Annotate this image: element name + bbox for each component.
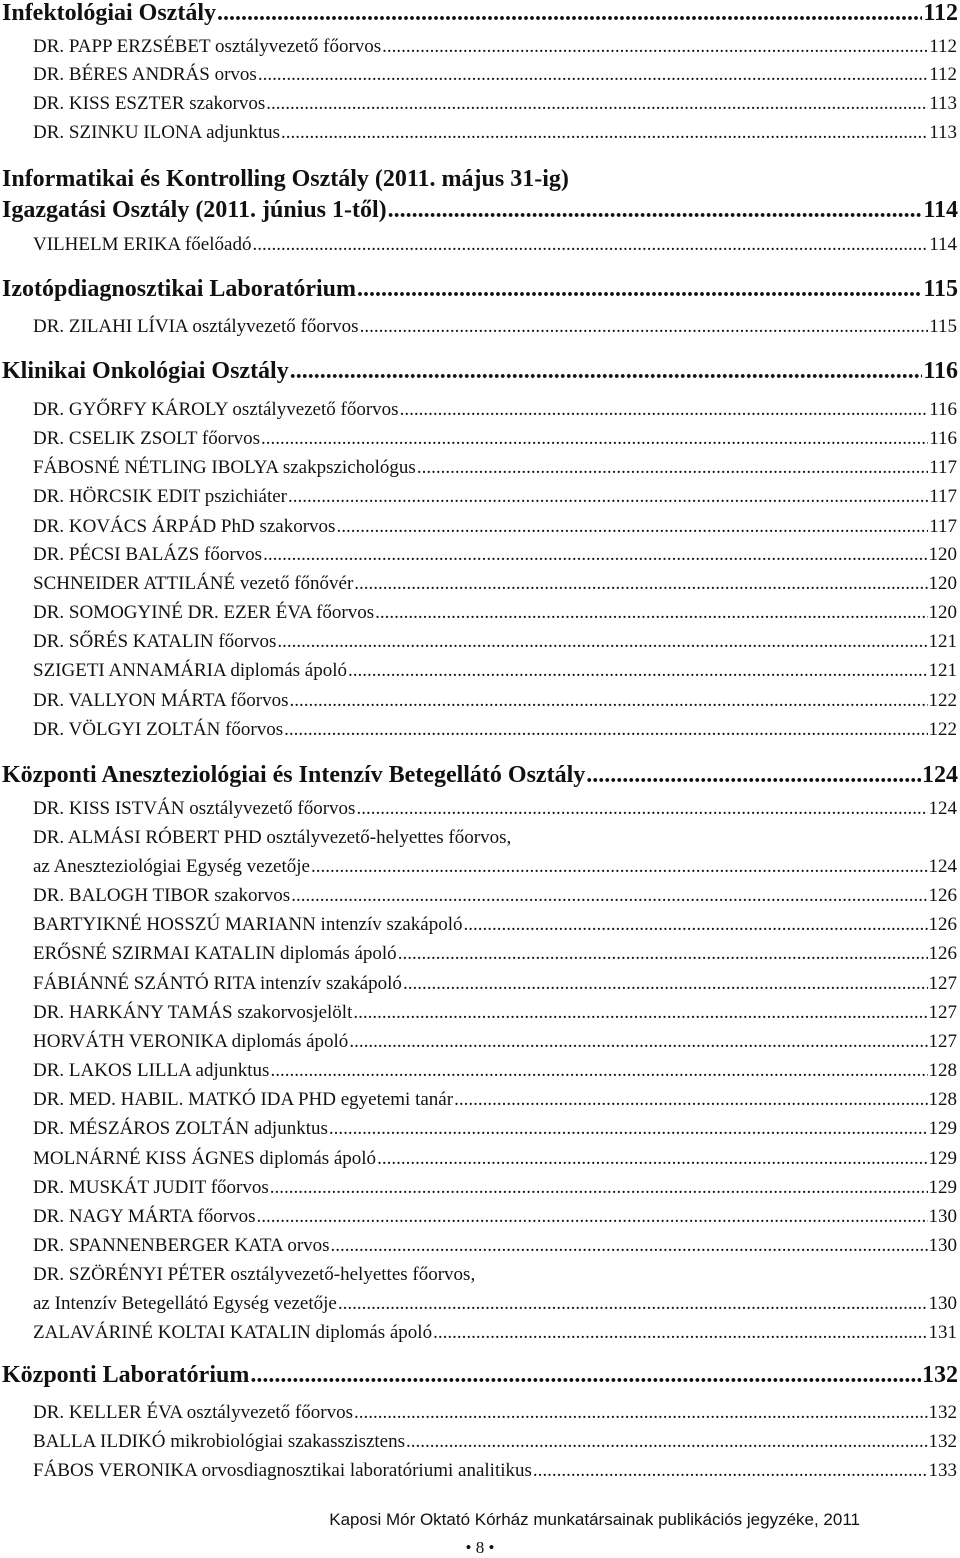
toc-entry xyxy=(33,1177,957,1199)
toc-entry-text: DR. VÖLGYI ZOLTÁN főorvos xyxy=(33,719,284,740)
toc-entry-text: DR. BALOGH TIBOR szakorvos xyxy=(33,885,291,906)
toc-page-number: 114 xyxy=(923,197,958,223)
dot-leader xyxy=(398,943,928,965)
toc-entry-text: DR. MED. HABIL. MATKÓ IDA PHD egyetemi tanár xyxy=(33,1089,454,1110)
toc-section-heading xyxy=(2,358,958,385)
dot-leader xyxy=(354,1402,928,1424)
toc-page-number: 128 xyxy=(928,1089,957,1110)
toc-entry-text: DR. LAKOS LILLA adjunktus xyxy=(33,1060,270,1081)
toc-page-number: 117 xyxy=(929,486,957,507)
toc-entry-text: Központi Laboratórium xyxy=(2,1362,250,1388)
dot-leader xyxy=(349,1031,927,1053)
toc-page-number: 121 xyxy=(928,660,957,681)
dot-leader xyxy=(281,122,928,144)
toc-entry-text: FÁBIÁNNÉ SZÁNTÓ RITA intenzív szakápoló xyxy=(33,973,402,994)
toc-entry xyxy=(33,516,957,538)
toc-entry-text: BALLA ILDIKÓ mikrobiológiai szakasszisztens xyxy=(33,1431,406,1452)
toc-entry xyxy=(33,856,957,878)
dot-leader xyxy=(270,1060,927,1082)
toc-entry xyxy=(33,1031,957,1053)
toc-entry xyxy=(33,719,957,741)
toc-page-number: 112 xyxy=(923,0,958,26)
toc-entry xyxy=(33,1293,957,1315)
toc-page-number: 127 xyxy=(928,973,957,994)
toc-page-number: 132 xyxy=(922,1362,958,1388)
toc-entry xyxy=(33,1060,957,1082)
toc-entry-text: DR. VALLYON MÁRTA főorvos xyxy=(33,690,289,711)
toc-entry-text: Informatikai és Kontrolling Osztály (2011. május 31-ig) xyxy=(2,166,569,192)
toc-entry-text: BARTYIKNÉ HOSSZÚ MARIANN intenzív szakápoló xyxy=(33,914,463,935)
toc-entry-text: DR. BÉRES ANDRÁS orvos xyxy=(33,64,257,85)
dot-leader xyxy=(586,762,921,789)
dot-leader xyxy=(417,457,928,479)
toc-entry-text: Központi Aneszteziológiai és Intenzív Betegellátó Osztály xyxy=(2,762,586,788)
toc-entry xyxy=(33,36,957,58)
dot-leader xyxy=(400,399,929,421)
page-number: • 8 • xyxy=(465,1538,495,1557)
toc-entry-text: DR. GYŐRFY KÁROLY osztályvezető főorvos xyxy=(33,399,399,420)
dot-leader xyxy=(533,1460,928,1482)
toc-section-heading xyxy=(2,197,958,224)
dot-leader xyxy=(252,234,928,256)
toc-section-heading xyxy=(2,0,958,27)
toc-page-number: 127 xyxy=(928,1031,957,1052)
toc-page-number: 121 xyxy=(928,631,957,652)
toc-entry xyxy=(33,602,957,624)
dot-leader xyxy=(433,1322,927,1344)
dot-leader xyxy=(257,1206,928,1228)
toc-entry-text: DR. SPANNENBERGER KATA orvos xyxy=(33,1235,330,1256)
toc-section-heading xyxy=(2,276,958,303)
toc-page-number: 129 xyxy=(928,1148,957,1169)
toc-entry xyxy=(33,1460,957,1482)
toc-page-number: 128 xyxy=(928,1060,957,1081)
toc-page-number: 112 xyxy=(929,36,957,57)
toc-entry-text: DR. SOMOGYINÉ DR. EZER ÉVA főorvos xyxy=(33,602,375,623)
toc-page-number: 113 xyxy=(929,122,957,143)
toc-entry-text: DR. HÖRCSIK EDIT pszichiáter xyxy=(33,486,288,507)
dot-leader xyxy=(353,1002,927,1024)
toc-entry xyxy=(33,122,957,144)
toc-page-number: 120 xyxy=(928,544,957,565)
toc-page-number: 133 xyxy=(928,1460,957,1481)
toc-page-number: 129 xyxy=(928,1177,957,1198)
toc-entry xyxy=(33,544,957,566)
toc-entry xyxy=(33,1118,957,1140)
toc-section-heading xyxy=(2,762,958,789)
toc-entry xyxy=(33,457,957,479)
toc-entry-text: Klinikai Onkológiai Osztály xyxy=(2,358,289,384)
toc-entry-text: az Intenzív Betegellátó Egység vezetője xyxy=(33,1293,337,1314)
dot-leader xyxy=(403,973,928,995)
dot-leader xyxy=(290,358,923,385)
dot-leader xyxy=(263,544,927,566)
dot-leader xyxy=(291,885,927,907)
toc-page-number: 126 xyxy=(928,914,957,935)
toc-entry-text: Izotópdiagnosztikai Laboratórium xyxy=(2,276,357,302)
dot-leader xyxy=(354,573,927,595)
toc-entry-text: MOLNÁRNÉ KISS ÁGNES diplomás ápoló xyxy=(33,1148,377,1169)
toc-entry-text: Infektológiai Osztály xyxy=(2,0,216,26)
toc-entry-text: DR. SZINKU ILONA adjunktus xyxy=(33,122,280,143)
dot-leader xyxy=(329,1118,928,1140)
toc-page-number: 130 xyxy=(928,1235,957,1256)
toc-entry xyxy=(33,573,957,595)
dot-leader xyxy=(454,1089,927,1111)
toc-page-number: 120 xyxy=(928,602,957,623)
dot-leader xyxy=(406,1431,927,1453)
dot-leader xyxy=(289,690,927,712)
toc-entry xyxy=(33,943,957,965)
dot-leader xyxy=(261,428,928,450)
toc-entry xyxy=(33,1431,957,1453)
toc-entry-text: FÁBOS VERONIKA orvosdiagnosztikai laboratóriumi analitikus xyxy=(33,1460,532,1481)
toc-entry-text: VILHELM ERIKA főelőadó xyxy=(33,234,252,255)
toc-page-number: 131 xyxy=(928,1322,957,1343)
toc-entry-text: ZALAVÁRINÉ KOLTAI KATALIN diplomás ápoló xyxy=(33,1322,433,1343)
toc-page-number: 117 xyxy=(929,457,957,478)
dot-leader xyxy=(336,516,928,538)
dot-leader xyxy=(266,93,928,115)
dot-leader xyxy=(284,719,927,741)
toc-entry-text: DR. KISS ISTVÁN osztályvezető főorvos xyxy=(33,798,356,819)
toc-entry-text: DR. NAGY MÁRTA főorvos xyxy=(33,1206,256,1227)
dot-leader xyxy=(338,1293,928,1315)
toc-entry-text: DR. ALMÁSI RÓBERT PHD osztályvezető-helyettes főorvos, xyxy=(33,827,512,848)
toc-page-number: 132 xyxy=(928,1402,957,1423)
toc-entry xyxy=(33,486,957,508)
toc-entry xyxy=(33,914,957,936)
dot-leader xyxy=(377,1148,927,1170)
toc-entry xyxy=(33,1148,957,1170)
toc-page-number: 126 xyxy=(928,885,957,906)
toc-page-number: 112 xyxy=(929,64,957,85)
toc-entry-text: Igazgatási Osztály (2011. június 1-től) xyxy=(2,197,387,223)
toc-entry-text: az Aneszteziológiai Egység vezetője xyxy=(33,856,310,877)
toc-page-number: 120 xyxy=(928,573,957,594)
toc-page-number: 116 xyxy=(929,428,957,449)
toc-page-number: 127 xyxy=(928,1002,957,1023)
toc-page-number: 116 xyxy=(929,399,957,420)
toc-entry xyxy=(33,660,957,682)
dot-leader xyxy=(277,631,927,653)
toc-entry-text: FÁBOSNÉ NÉTLING IBOLYA szakpszichológus xyxy=(33,457,416,478)
dot-leader xyxy=(382,36,928,58)
dot-leader xyxy=(356,798,927,820)
toc-page-number: 132 xyxy=(928,1431,957,1452)
toc-entry xyxy=(33,1402,957,1424)
toc-entry-text: DR. PAPP ERZSÉBET osztályvezető főorvos xyxy=(33,36,382,57)
dot-leader xyxy=(464,914,928,936)
toc-entry-text: DR. CSELIK ZSOLT főorvos xyxy=(33,428,260,449)
toc-entry-text: ERŐSNÉ SZIRMAI KATALIN diplomás ápoló xyxy=(33,943,397,964)
toc-page-number: 114 xyxy=(929,234,957,255)
toc-page-number: 129 xyxy=(928,1118,957,1139)
toc-entry-text: DR. ZILAHI LÍVIA osztályvezető főorvos xyxy=(33,316,359,337)
toc-page-number: 130 xyxy=(928,1293,957,1314)
toc-entry xyxy=(33,1322,957,1344)
toc-entry xyxy=(33,1206,957,1228)
dot-leader xyxy=(250,1362,921,1389)
toc-entry xyxy=(33,316,957,338)
footer-title: Kaposi Mór Oktató Kórház munkatársainak publikációs jegyzéke, 2011 xyxy=(329,1510,860,1529)
dot-leader xyxy=(217,0,922,27)
toc-page-number: 124 xyxy=(922,762,958,788)
toc-entry xyxy=(33,234,957,256)
dot-leader xyxy=(270,1177,928,1199)
toc-page-number: 124 xyxy=(928,798,957,819)
toc-entry-text: DR. MÉSZÁROS ZOLTÁN adjunktus xyxy=(33,1118,328,1139)
toc-entry xyxy=(33,798,957,820)
toc-entry xyxy=(33,93,957,115)
toc-entry xyxy=(33,1002,957,1024)
toc-page-number: 124 xyxy=(928,856,957,877)
toc-entry xyxy=(33,1235,957,1257)
dot-leader xyxy=(258,64,928,86)
toc-page-number: 115 xyxy=(929,316,957,337)
toc-entry xyxy=(33,399,957,421)
toc-entry-text: DR. SZÖRÉNYI PÉTER osztályvezető-helyettes főorvos, xyxy=(33,1264,476,1285)
toc-entry-text: DR. SŐRÉS KATALIN főorvos xyxy=(33,631,277,652)
toc-entry xyxy=(33,885,957,907)
toc-entry xyxy=(33,1264,957,1286)
toc-page-number: 115 xyxy=(923,276,958,302)
toc-page-number: 117 xyxy=(929,516,957,537)
toc-entry-text: DR. MUSKÁT JUDIT főorvos xyxy=(33,1177,269,1198)
toc-section-heading xyxy=(2,1362,958,1389)
toc-entry xyxy=(33,64,957,86)
toc-entry xyxy=(33,827,957,849)
toc-entry xyxy=(33,631,957,653)
toc-entry xyxy=(33,690,957,712)
toc-entry-text: DR. KELLER ÉVA osztályvezető főorvos xyxy=(33,1402,353,1423)
toc-page-number: 130 xyxy=(928,1206,957,1227)
toc-entry xyxy=(33,1089,957,1111)
dot-leader xyxy=(348,660,927,682)
toc-section-heading xyxy=(2,166,958,193)
toc-entry-text: DR. KISS ESZTER szakorvos xyxy=(33,93,266,114)
toc-entry xyxy=(33,973,957,995)
toc-entry-text: DR. PÉCSI BALÁZS főorvos xyxy=(33,544,263,565)
dot-leader xyxy=(360,316,929,338)
toc-page-number: 122 xyxy=(928,690,957,711)
toc-page-number: 113 xyxy=(929,93,957,114)
toc-entry-text: SCHNEIDER ATTILÁNÉ vezető főnővér xyxy=(33,573,354,594)
dot-leader xyxy=(288,486,928,508)
toc-entry xyxy=(33,428,957,450)
dot-leader xyxy=(388,197,923,224)
toc-entry-text: DR. KOVÁCS ÁRPÁD PhD szakorvos xyxy=(33,516,336,537)
toc-entry-text: HORVÁTH VERONIKA diplomás ápoló xyxy=(33,1031,349,1052)
dot-leader xyxy=(375,602,927,624)
toc-page-number: 116 xyxy=(923,358,958,384)
toc-page-number: 126 xyxy=(928,943,957,964)
dot-leader xyxy=(357,276,922,303)
toc-entry-text: SZIGETI ANNAMÁRIA diplomás ápoló xyxy=(33,660,348,681)
toc-page-number: 122 xyxy=(928,719,957,740)
dot-leader xyxy=(331,1235,928,1257)
dot-leader xyxy=(311,856,928,878)
toc-entry-text: DR. HARKÁNY TAMÁS szakorvosjelölt xyxy=(33,1002,353,1023)
